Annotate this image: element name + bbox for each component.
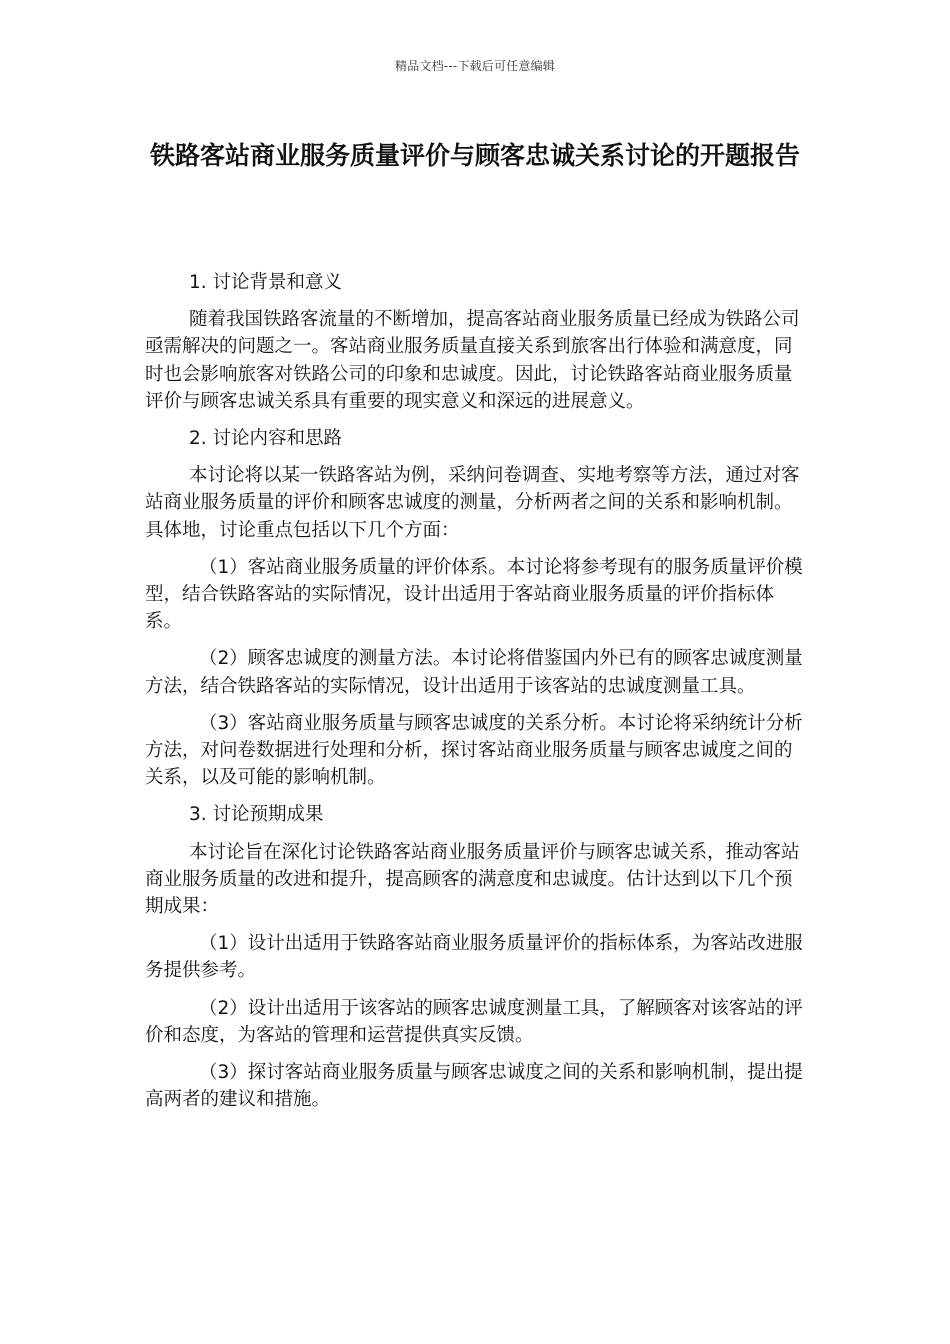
document-body [145, 269, 807, 1123]
header-note: 精品文档---下载后可任意编辑 [395, 59, 555, 73]
paragraph: 随着我国铁路客流量的不断增加，提高客站商业服务质量已经成为铁路公司亟需解决的问题之一。客站商业服务质量直接关系到旅客出行体验和满意度，同时也会影响旅客对铁路公司的印象和忠诚度。因此，讨论铁路客站商业服务质量评价与顾客忠诚关系具有重要的现实意义和深远的进展意义。 [145, 309, 800, 412]
paragraph: 本讨论将以某一铁路客站为例，采纳问卷调查、实地考察等方法，通过对客站商业服务质量的评价和顾客忠诚度的测量，分析两者之间的关系和影响机制。具体地，讨论重点包括以下几个方面： [145, 465, 800, 541]
list-item: （2）设计出适用于该客站的顾客忠诚度测量工具，了解顾客对该客站的评价和态度，为客站的管理和运营提供真实反馈。 [145, 997, 803, 1046]
list-item: （3）客站商业服务质量与顾客忠诚度的关系分析。本讨论将采纳统计分析方法，对问卷数据进行处理和分析，探讨客站商业服务质量与顾客忠诚度之间的关系，以及可能的影响机制。 [145, 712, 803, 789]
section-heading: 2. 讨论内容和思路 [189, 428, 343, 450]
list-item: （2）顾客忠诚度的测量方法。本讨论将借鉴国内外已有的顾客忠诚度测量方法，结合铁路客站的实际情况，设计出适用于该客站的忠诚度测量工具。 [145, 648, 803, 697]
section-heading: 1. 讨论背景和意义 [189, 272, 343, 293]
list-item: （1）设计出适用于铁路客站商业服务质量评价的指标体系，为客站改进服务提供参考。 [145, 933, 803, 982]
list-item: （3）探讨客站商业服务质量与顾客忠诚度之间的关系和影响机制，提出提高两者的建议和措施。 [145, 1062, 803, 1111]
list-item: （1）客站商业服务质量的评价体系。本讨论将参考现有的服务质量评价模型，结合铁路客站的实际情况，设计出适用于客站商业服务质量的评价指标体系。 [145, 556, 803, 633]
document-title: 铁路客站商业服务质量评价与顾客忠诚关系讨论的开题报告 [149, 141, 800, 170]
section-heading: 3. 讨论预期成果 [189, 804, 324, 826]
paragraph: 本讨论旨在深化讨论铁路客站商业服务质量评价与顾客忠诚关系，推动客站商业服务质量的改进和提升，提高顾客的满意度和忠诚度。估计达到以下几个预期成果： [145, 841, 800, 918]
